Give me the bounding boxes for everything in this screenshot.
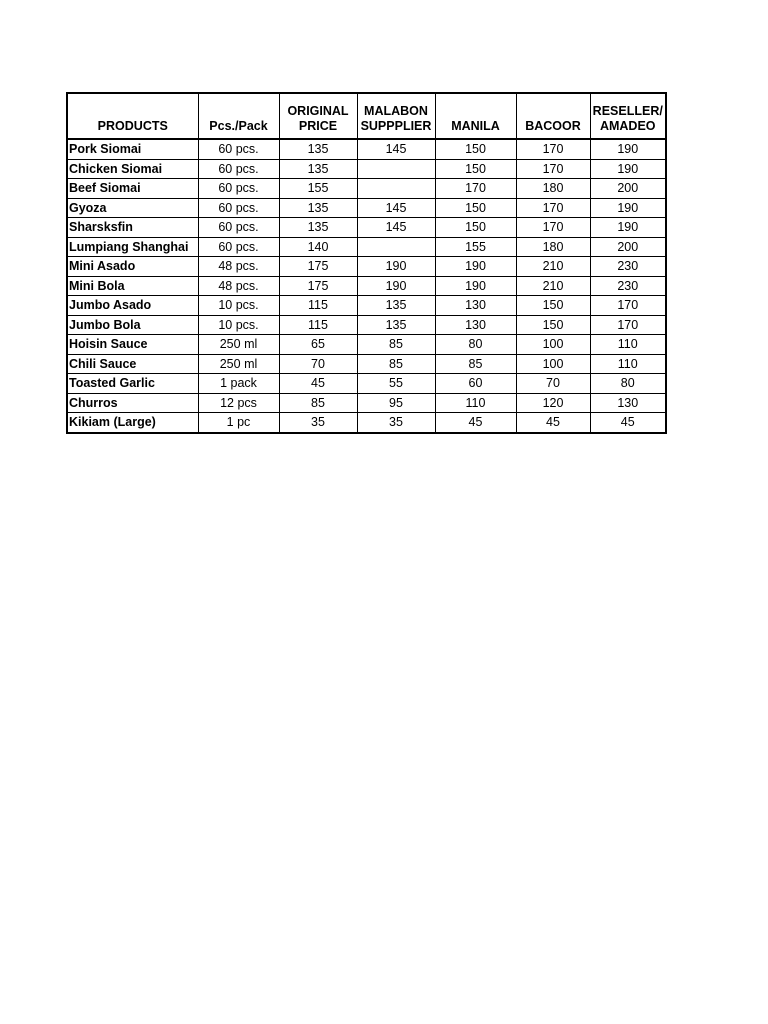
bacoor-price-cell: 150 [516,315,590,335]
manila-price-cell: 60 [435,374,516,394]
table-row [67,315,666,335]
header-products: PRODUCTS [67,93,198,139]
table-row [67,393,666,413]
product-name-cell: Gyoza [67,198,198,218]
product-name-cell: Pork Siomai [67,139,198,159]
product-name-cell: Jumbo Asado [67,296,198,316]
product-name-cell: Toasted Garlic [67,374,198,394]
bacoor-price-cell: 170 [516,139,590,159]
malabon-supplier-price-cell: 135 [357,315,435,335]
product-name-cell: Sharsksfin [67,218,198,238]
reseller-amadeo-price-cell: 190 [590,198,666,218]
original-price-cell: 175 [279,276,357,296]
pack-size-cell: 48 pcs. [198,257,279,277]
product-name-cell: Mini Asado [67,257,198,277]
manila-price-cell: 150 [435,139,516,159]
original-price-cell: 135 [279,159,357,179]
malabon-supplier-price-cell [357,159,435,179]
table-row [67,198,666,218]
manila-price-cell: 110 [435,393,516,413]
manila-price-cell: 150 [435,198,516,218]
product-name-cell: Chili Sauce [67,354,198,374]
reseller-amadeo-price-cell: 80 [590,374,666,394]
malabon-supplier-price-cell [357,237,435,257]
original-price-cell: 65 [279,335,357,355]
table-row [67,257,666,277]
pack-size-cell: 48 pcs. [198,276,279,296]
original-price-cell: 35 [279,413,357,433]
original-price-cell: 155 [279,179,357,199]
pack-size-cell: 1 pack [198,374,279,394]
bacoor-price-cell: 70 [516,374,590,394]
bacoor-price-cell: 170 [516,198,590,218]
header-manila: MANILA [435,93,516,139]
price-list-sheet [66,92,667,434]
original-price-cell: 140 [279,237,357,257]
table-header [67,93,666,139]
original-price-cell: 115 [279,315,357,335]
bacoor-price-cell: 180 [516,179,590,199]
pack-size-cell: 60 pcs. [198,218,279,238]
pack-size-cell: 60 pcs. [198,179,279,199]
malabon-supplier-price-cell: 190 [357,257,435,277]
bacoor-price-cell: 100 [516,354,590,374]
table-body [67,139,666,433]
malabon-supplier-price-cell: 35 [357,413,435,433]
original-price-cell: 70 [279,354,357,374]
original-price-cell: 135 [279,218,357,238]
reseller-amadeo-price-cell: 200 [590,179,666,199]
manila-price-cell: 150 [435,159,516,179]
bacoor-price-cell: 210 [516,276,590,296]
malabon-supplier-price-cell: 85 [357,335,435,355]
reseller-amadeo-price-cell: 110 [590,335,666,355]
original-price-cell: 135 [279,198,357,218]
bacoor-price-cell: 100 [516,335,590,355]
pack-size-cell: 60 pcs. [198,159,279,179]
bacoor-price-cell: 150 [516,296,590,316]
malabon-supplier-price-cell: 145 [357,139,435,159]
reseller-amadeo-price-cell: 230 [590,276,666,296]
manila-price-cell: 80 [435,335,516,355]
manila-price-cell: 45 [435,413,516,433]
reseller-amadeo-price-cell: 190 [590,159,666,179]
header-original-price: ORIGINAL PRICE [279,93,357,139]
pack-size-cell: 10 pcs. [198,296,279,316]
product-name-cell: Beef Siomai [67,179,198,199]
reseller-amadeo-price-cell: 190 [590,139,666,159]
malabon-supplier-price-cell: 190 [357,276,435,296]
header-bacoor: BACOOR [516,93,590,139]
reseller-amadeo-price-cell: 45 [590,413,666,433]
bacoor-price-cell: 45 [516,413,590,433]
pack-size-cell: 250 ml [198,335,279,355]
malabon-supplier-price-cell [357,179,435,199]
product-name-cell: Hoisin Sauce [67,335,198,355]
pack-size-cell: 250 ml [198,354,279,374]
manila-price-cell: 130 [435,315,516,335]
malabon-supplier-price-cell: 145 [357,218,435,238]
table-row [67,218,666,238]
pack-size-cell: 1 pc [198,413,279,433]
header-row [67,93,666,139]
manila-price-cell: 85 [435,354,516,374]
price-table [66,92,667,434]
manila-price-cell: 150 [435,218,516,238]
original-price-cell: 115 [279,296,357,316]
original-price-cell: 175 [279,257,357,277]
table-row [67,159,666,179]
table-row [67,139,666,159]
bacoor-price-cell: 170 [516,159,590,179]
table-row [67,354,666,374]
reseller-amadeo-price-cell: 110 [590,354,666,374]
product-name-cell: Chicken Siomai [67,159,198,179]
manila-price-cell: 130 [435,296,516,316]
table-row [67,179,666,199]
bacoor-price-cell: 210 [516,257,590,277]
malabon-supplier-price-cell: 145 [357,198,435,218]
reseller-amadeo-price-cell: 230 [590,257,666,277]
reseller-amadeo-price-cell: 190 [590,218,666,238]
table-row [67,237,666,257]
manila-price-cell: 190 [435,276,516,296]
manila-price-cell: 170 [435,179,516,199]
product-name-cell: Churros [67,393,198,413]
product-name-cell: Kikiam (Large) [67,413,198,433]
malabon-supplier-price-cell: 55 [357,374,435,394]
bacoor-price-cell: 180 [516,237,590,257]
malabon-supplier-price-cell: 135 [357,296,435,316]
malabon-supplier-price-cell: 85 [357,354,435,374]
pack-size-cell: 12 pcs [198,393,279,413]
header-malabon-supplier: MALABON SUPPPLIER [357,93,435,139]
malabon-supplier-price-cell: 95 [357,393,435,413]
reseller-amadeo-price-cell: 130 [590,393,666,413]
product-name-cell: Mini Bola [67,276,198,296]
table-row [67,374,666,394]
manila-price-cell: 190 [435,257,516,277]
table-row [67,335,666,355]
header-pcs-pack: Pcs./Pack [198,93,279,139]
table-row [67,296,666,316]
pack-size-cell: 60 pcs. [198,198,279,218]
table-row [67,413,666,433]
table-row [67,276,666,296]
product-name-cell: Lumpiang Shanghai [67,237,198,257]
bacoor-price-cell: 170 [516,218,590,238]
reseller-amadeo-price-cell: 170 [590,315,666,335]
reseller-amadeo-price-cell: 170 [590,296,666,316]
header-reseller-amadeo: RESELLER/ AMADEO [590,93,666,139]
original-price-cell: 85 [279,393,357,413]
pack-size-cell: 10 pcs. [198,315,279,335]
pack-size-cell: 60 pcs. [198,139,279,159]
original-price-cell: 135 [279,139,357,159]
original-price-cell: 45 [279,374,357,394]
pack-size-cell: 60 pcs. [198,237,279,257]
bacoor-price-cell: 120 [516,393,590,413]
reseller-amadeo-price-cell: 200 [590,237,666,257]
product-name-cell: Jumbo Bola [67,315,198,335]
manila-price-cell: 155 [435,237,516,257]
